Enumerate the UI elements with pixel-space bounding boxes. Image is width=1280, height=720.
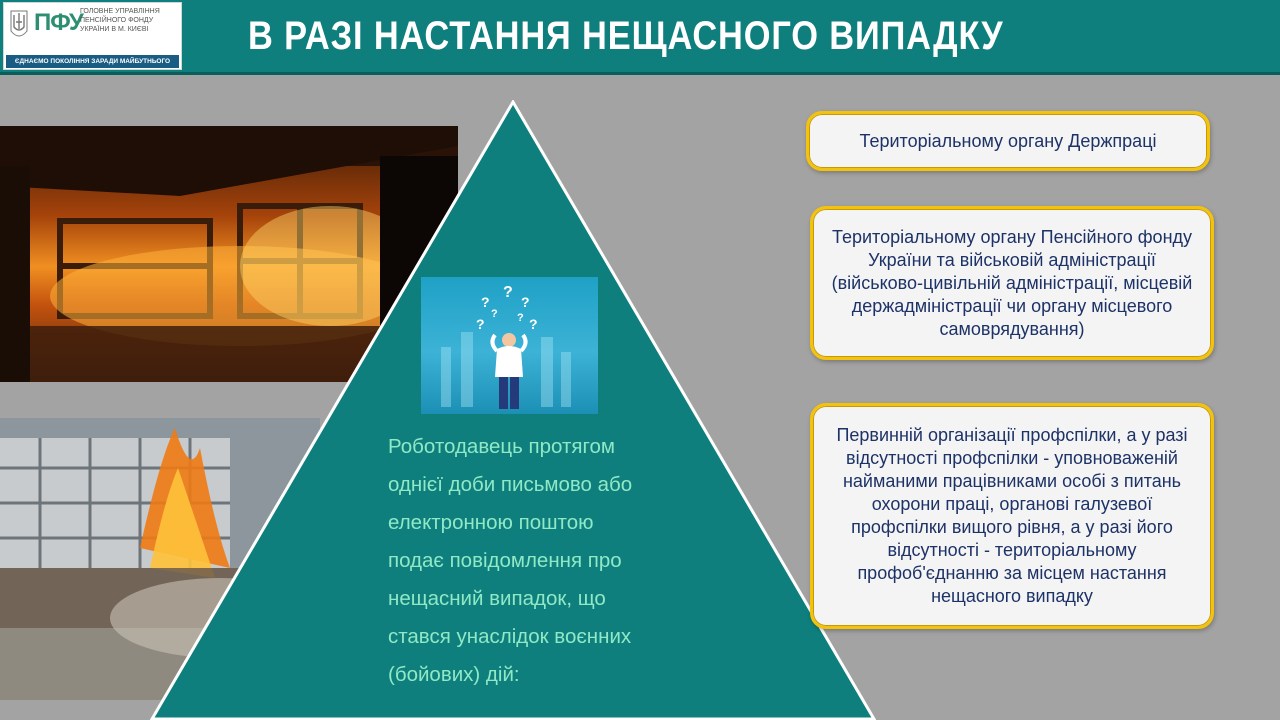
trident-emblem-icon (9, 9, 29, 41)
svg-text:?: ? (491, 308, 498, 320)
page-title: В РАЗІ НАСТАННЯ НЕЩАСНОГО ВИПАДКУ (248, 14, 1004, 58)
pyramid-text-line: стався унаслідок воєнних (388, 625, 632, 648)
pyramid-text (388, 428, 688, 694)
pyramid-text-line: Роботодавець протягом (388, 435, 615, 458)
pyramid-text-line: електронною поштою (388, 511, 594, 534)
recipient-text: Територіальному органу Держпраці (859, 130, 1157, 151)
logo-slogan: ЄДНАЄМО ПОКОЛІННЯ ЗАРАДИ МАЙБУТНЬОГО (6, 55, 179, 68)
pyramid-text-line: (бойових) дій: (388, 663, 520, 686)
pyramid-text-line: однієї доби письмово або (388, 473, 633, 496)
svg-text:?: ? (503, 284, 513, 301)
header-divider (0, 72, 1280, 75)
pyramid-text-line: подає повідомлення про (388, 549, 622, 572)
svg-text:?: ? (517, 312, 524, 324)
svg-text:?: ? (529, 316, 538, 332)
recipient-text: Територіальному органу Пенсійного фонду України та військовій адміністрації (військово-цивільній адміністрації, місцевій держадміністрації чи органу місцевого самоврядування) (831, 226, 1193, 339)
pfu-logo (3, 2, 182, 70)
recipient-box-trade-union (810, 403, 1214, 629)
svg-text:?: ? (476, 316, 485, 332)
svg-text:?: ? (481, 294, 490, 310)
recipient-box-pension-fund (810, 206, 1214, 360)
recipient-text: Первинній організації профспілки, а у разі відсутності профспілки - уповноваженій найманими працівниками особі з питань охорони праці, органові галузевої профспілки вищого рівня, а у разі його відсутності - територіальному профоб'єднанню за місцем настання нещасного випадку (836, 425, 1188, 606)
pyramid-text-line: нещасний випадок, що (388, 587, 606, 610)
org-name: ГОЛОВНЕ УПРАВЛІННЯ ПЕНСІЙНОГО ФОНДУ УКРАЇНИ В М. КИЄВІ (80, 8, 160, 33)
svg-text:?: ? (521, 294, 530, 310)
confused-person-icon (421, 277, 598, 414)
recipient-box-labor-inspection (806, 111, 1210, 171)
pfu-mark: ПФУ (34, 9, 83, 36)
